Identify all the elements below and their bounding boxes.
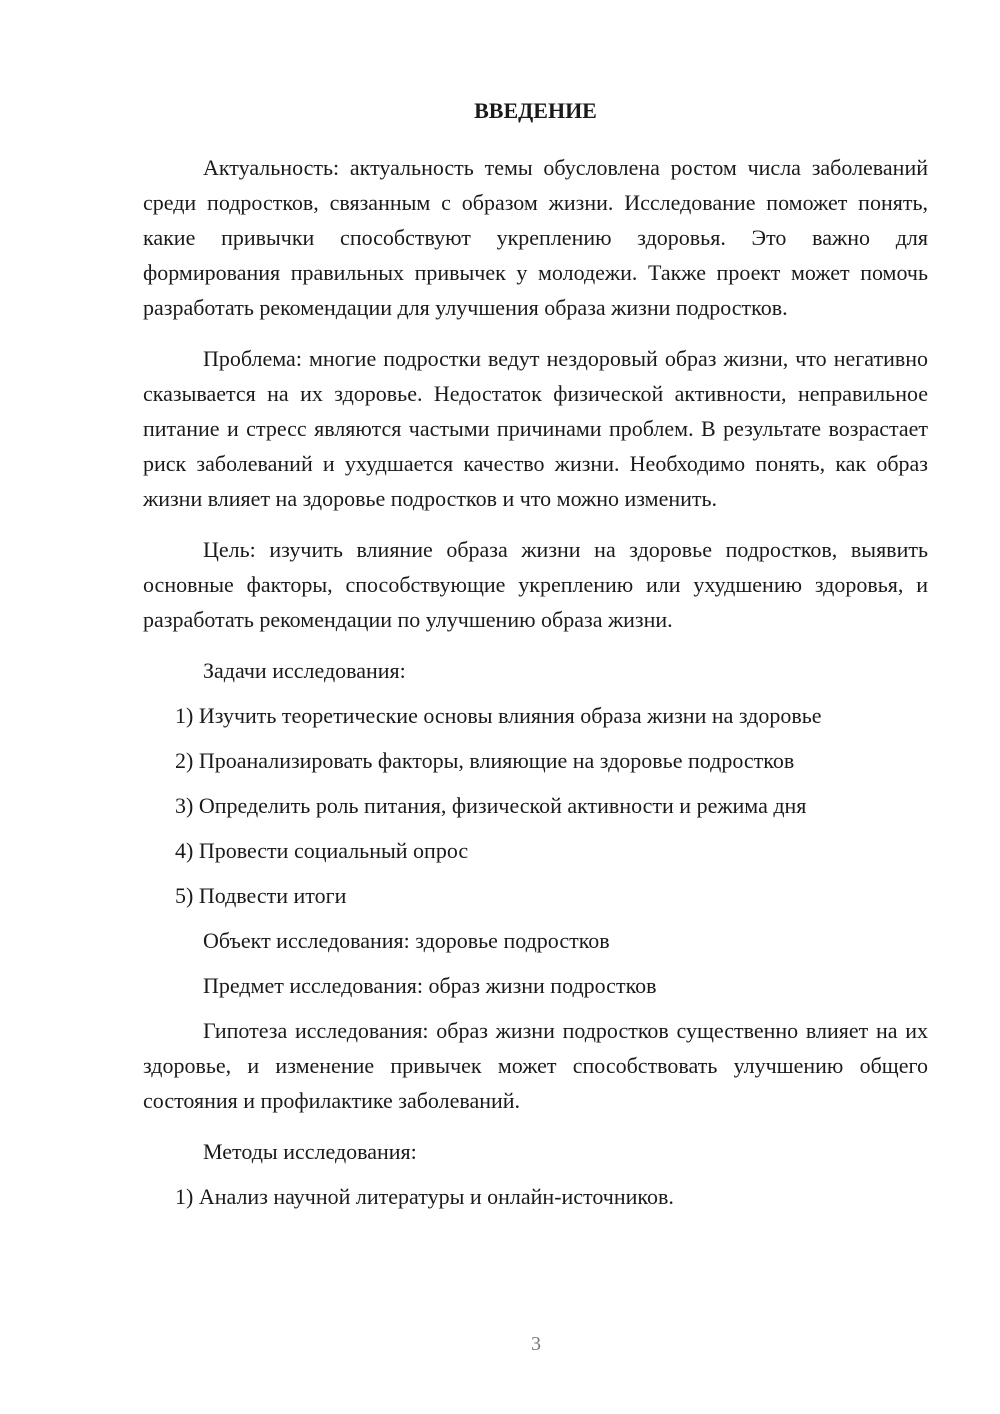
list-item: 1) Изучить теоретические основы влияния образа жизни на здоровье (175, 703, 822, 728)
document-page (143, 92, 928, 1224)
paragraph-problem: Проблема: многие подростки ведут нездоровый образ жизни, что негативно сказывается на их здоровье. Недостаток физической активности, неправильное питание и стресс являются частыми причинами проблем. В результате возрастает риск заболеваний и ухудшается качество жизни. Необходимо понять, как образ жизни влияет на здоровье подростков и что можно изменить. (143, 346, 928, 511)
research-subject: Предмет исследования: образ жизни подростков (203, 973, 657, 998)
list-item: 1) Анализ научной литературы и онлайн-источников. (175, 1184, 674, 1209)
paragraph-relevance: Актуальность: актуальность темы обусловлена ростом числа заболеваний среди подростков, связанным с образом жизни. Исследование поможет понять, какие привычки способствуют укреплению здоровья. Это важно для формирования правильных привычек у молодежи. Также проект может помочь разработать рекомендации для улучшения образа жизни подростков. (143, 155, 928, 320)
paragraph-hypothesis: Гипотеза исследования: образ жизни подростков существенно влияет на их здоровье, и изменение привычек может способствовать улучшению общего состояния и профилактике заболеваний. (143, 1018, 928, 1113)
methods-heading: Методы исследования: (203, 1139, 417, 1164)
list-item: 4) Провести социальный опрос (175, 838, 469, 863)
research-object: Объект исследования: здоровье подростков (203, 928, 610, 953)
paragraph-goal: Цель: изучить влияние образа жизни на здоровье подростков, выявить основные факторы, способствующие укреплению или ухудшению здоровья, и разработать рекомендации по улучшению образа жизни. (143, 537, 928, 632)
list-item: 5) Подвести итоги (175, 883, 347, 908)
methods-list (143, 1179, 928, 1214)
tasks-heading: Задачи исследования: (203, 658, 406, 683)
list-item: 3) Определить роль питания, физической активности и режима дня (175, 793, 807, 818)
list-item: 2) Проанализировать факторы, влияющие на здоровье подростков (175, 748, 795, 773)
page-number: 3 (531, 1333, 541, 1355)
tasks-list (143, 698, 928, 913)
page-title: ВВЕДЕНИЕ (474, 98, 597, 123)
